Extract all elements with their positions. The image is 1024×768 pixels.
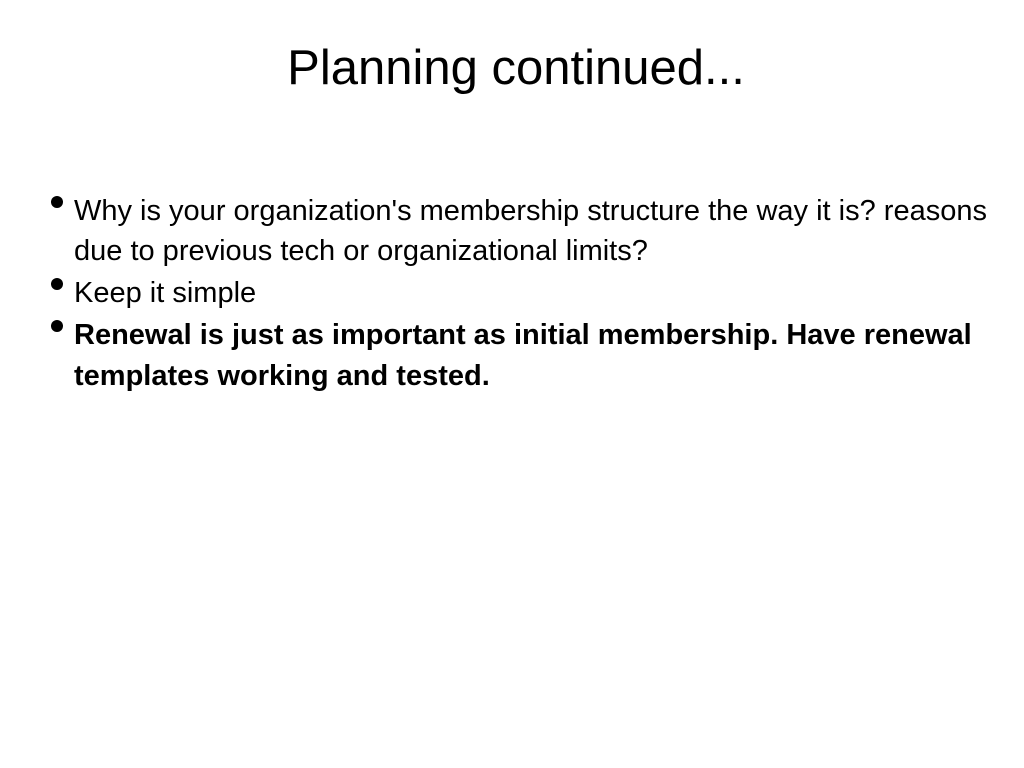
- bullet-dot-icon: [51, 320, 63, 332]
- bullet-list: [44, 191, 1004, 399]
- bullet-dot-icon: [51, 278, 63, 290]
- bullet-item: [44, 273, 1004, 313]
- bullet-text: Why is your organization's membership structure the way it is? reasons due to previous tech or organizational limits?: [74, 195, 987, 267]
- bullet-item: [44, 315, 1004, 397]
- bullet-dot-icon: [51, 196, 63, 208]
- bullet-text: Keep it simple: [74, 277, 257, 309]
- bullet-item: [44, 191, 1004, 271]
- slide-title: Planning continued...: [287, 41, 745, 95]
- bullet-text: Renewal is just as important as initial membership. Have renewal templates working and tested.: [74, 319, 972, 392]
